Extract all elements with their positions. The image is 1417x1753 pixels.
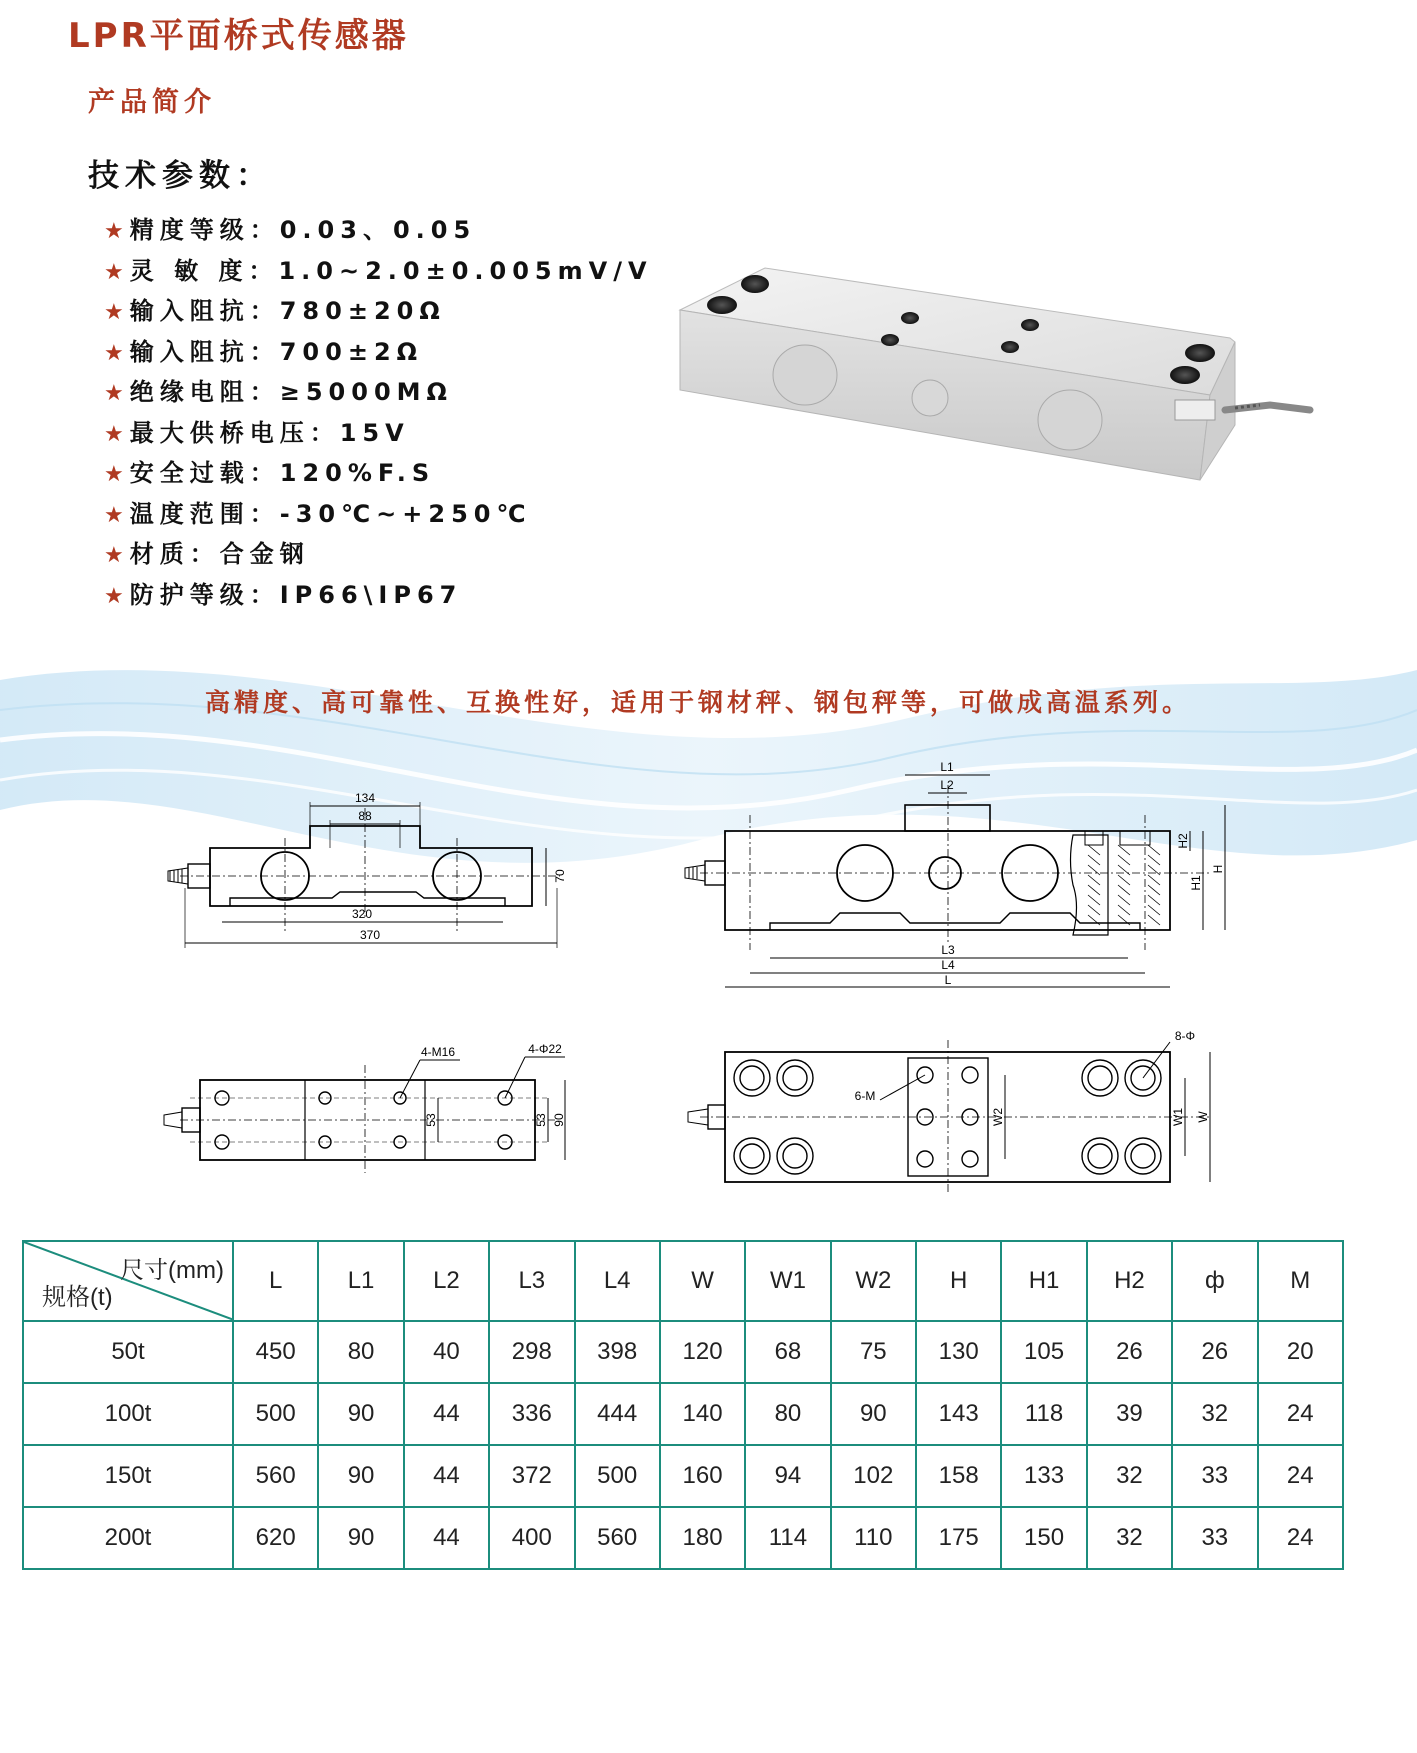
spec-item: ★ 防护等级：IP66\IP67 bbox=[104, 580, 463, 609]
column-header: L3 bbox=[489, 1241, 574, 1321]
table-cell: 68 bbox=[745, 1321, 830, 1383]
star-icon: ★ bbox=[104, 421, 124, 447]
table-cell: 560 bbox=[233, 1445, 318, 1507]
table-cell: 372 bbox=[489, 1445, 574, 1507]
column-header: M bbox=[1258, 1241, 1344, 1321]
row-spec: 50t bbox=[23, 1321, 233, 1383]
table-cell: 44 bbox=[404, 1507, 489, 1569]
spec-item: ★ 绝缘电阻：≥5000MΩ bbox=[104, 378, 453, 406]
table-cell: 158 bbox=[916, 1445, 1001, 1507]
spec-label: 最大供桥电压 bbox=[129, 418, 310, 447]
table-cell: 24 bbox=[1258, 1383, 1344, 1445]
table-cell: 175 bbox=[916, 1507, 1001, 1569]
spec-label: 输入阻抗 bbox=[129, 297, 250, 325]
spec-item: ★ 灵 敏 度：1.0~2.0±0.005mV/V bbox=[104, 256, 653, 285]
dim-H: H bbox=[1211, 864, 1225, 874]
dim-320: 320 bbox=[351, 907, 373, 921]
column-header: H2 bbox=[1087, 1241, 1172, 1321]
table-cell: 140 bbox=[660, 1383, 745, 1445]
table-cell: 90 bbox=[318, 1383, 403, 1445]
dim-90: 90 bbox=[552, 1113, 566, 1127]
top-view-drawing-small bbox=[160, 1035, 590, 1175]
table-cell: 24 bbox=[1258, 1445, 1344, 1507]
column-header: W1 bbox=[745, 1241, 830, 1321]
row-spec: 200t bbox=[23, 1507, 233, 1569]
table-cell: 102 bbox=[831, 1445, 916, 1507]
table-cell: 400 bbox=[489, 1507, 574, 1569]
table-cell: 110 bbox=[831, 1507, 916, 1569]
dim-W: W bbox=[1196, 1111, 1210, 1123]
table-cell: 90 bbox=[318, 1445, 403, 1507]
front-view-drawing-small bbox=[160, 788, 580, 968]
table-cell: 143 bbox=[916, 1383, 1001, 1445]
table-cell: 44 bbox=[404, 1445, 489, 1507]
dim-L: L bbox=[944, 973, 952, 987]
dim-134: 134 bbox=[354, 791, 376, 805]
table-cell: 90 bbox=[318, 1507, 403, 1569]
load-cell-product-image bbox=[670, 250, 1320, 500]
table-cell: 94 bbox=[745, 1445, 830, 1507]
dim-L1: L1 bbox=[940, 760, 954, 774]
column-header: H1 bbox=[1001, 1241, 1086, 1321]
spec-value: 780±20Ω bbox=[279, 297, 446, 325]
table-cell: 444 bbox=[575, 1383, 660, 1445]
dim-88: 88 bbox=[358, 809, 372, 823]
dim-W1: W1 bbox=[1171, 1108, 1185, 1126]
table-row bbox=[23, 1321, 1343, 1383]
spec-value: 1.0~2.0±0.005mV/V bbox=[278, 256, 653, 285]
spec-value: 700±2Ω bbox=[279, 337, 424, 366]
spec-item: ★ 材质：合金钢 bbox=[104, 540, 310, 568]
table-cell: 26 bbox=[1172, 1321, 1257, 1383]
table-cell: 114 bbox=[745, 1507, 830, 1569]
table-row bbox=[23, 1507, 1343, 1569]
column-header: W2 bbox=[831, 1241, 916, 1321]
table-cell: 133 bbox=[1001, 1445, 1086, 1507]
table-cell: 500 bbox=[575, 1445, 660, 1507]
column-header: L2 bbox=[404, 1241, 489, 1321]
label-6-M: 6-M bbox=[854, 1089, 876, 1103]
page-title: LPR平面桥式传感器 bbox=[68, 16, 409, 56]
table-corner-cell bbox=[23, 1241, 233, 1321]
spec-heading: 技术参数： bbox=[88, 158, 273, 194]
spec-item: ★ 输入阻抗：780±20Ω bbox=[104, 297, 446, 325]
feature-highlight: 高精度、高可靠性、互换性好，适用于钢材秤、钢包秤等，可做成高温系列。 bbox=[205, 688, 1192, 717]
table-cell: 40 bbox=[404, 1321, 489, 1383]
spec-label: 防护等级 bbox=[129, 580, 250, 609]
corner-label-dimension: 尺寸(mm) bbox=[120, 1257, 224, 1284]
spec-value: 120%F.S bbox=[279, 459, 436, 487]
spec-list bbox=[104, 210, 653, 615]
corner-label-spec: 规格(t) bbox=[42, 1284, 113, 1311]
table-header-row bbox=[23, 1241, 1343, 1321]
table-cell: 24 bbox=[1258, 1507, 1344, 1569]
spec-value: IP66\IP67 bbox=[279, 580, 463, 609]
spec-value: 0.03、0.05 bbox=[279, 216, 477, 244]
spec-label: 温度范围 bbox=[129, 499, 250, 528]
table-cell: 336 bbox=[489, 1383, 574, 1445]
table-cell: 20 bbox=[1258, 1321, 1344, 1383]
row-spec: 100t bbox=[23, 1383, 233, 1445]
column-header: ф bbox=[1172, 1241, 1257, 1321]
table-cell: 620 bbox=[233, 1507, 318, 1569]
spec-value: 15V bbox=[339, 418, 410, 447]
top-view-drawing-large bbox=[680, 1030, 1240, 1200]
star-icon: ★ bbox=[104, 543, 124, 568]
front-view-drawing-large bbox=[680, 755, 1240, 995]
dim-L4: L4 bbox=[941, 958, 955, 972]
dim-H1: H1 bbox=[1189, 875, 1203, 891]
dim-70: 70 bbox=[553, 869, 567, 883]
table-cell: 105 bbox=[1001, 1321, 1086, 1383]
spec-value: 合金钢 bbox=[219, 540, 310, 568]
spec-label: 精度等级 bbox=[129, 216, 250, 244]
spec-label: 绝缘电阻 bbox=[129, 378, 250, 406]
table-cell: 80 bbox=[745, 1383, 830, 1445]
star-icon: ★ bbox=[104, 502, 124, 528]
table-cell: 33 bbox=[1172, 1507, 1257, 1569]
table-cell: 44 bbox=[404, 1383, 489, 1445]
table-cell: 26 bbox=[1087, 1321, 1172, 1383]
label-4-Φ22: 4-Φ22 bbox=[528, 1042, 562, 1056]
table-cell: 398 bbox=[575, 1321, 660, 1383]
column-header: W bbox=[660, 1241, 745, 1321]
table-cell: 32 bbox=[1172, 1383, 1257, 1445]
table-cell: 560 bbox=[575, 1507, 660, 1569]
dim-L2: L2 bbox=[940, 778, 954, 792]
dim-W2: W2 bbox=[991, 1108, 1005, 1126]
column-header: L4 bbox=[575, 1241, 660, 1321]
table-cell: 118 bbox=[1001, 1383, 1086, 1445]
spec-item: ★ 安全过载：120%F.S bbox=[104, 459, 436, 487]
spec-item: ★ 温度范围：-30℃~+250℃ bbox=[104, 499, 532, 528]
table-cell: 33 bbox=[1172, 1445, 1257, 1507]
table-cell: 180 bbox=[660, 1507, 745, 1569]
table-cell: 120 bbox=[660, 1321, 745, 1383]
star-icon: ★ bbox=[104, 340, 124, 366]
spec-value: -30℃~+250℃ bbox=[279, 499, 532, 528]
table-row bbox=[23, 1445, 1343, 1507]
spec-value: ≥5000MΩ bbox=[279, 378, 453, 406]
spec-label: 材质 bbox=[129, 540, 190, 568]
table-cell: 39 bbox=[1087, 1383, 1172, 1445]
table-cell: 32 bbox=[1087, 1507, 1172, 1569]
star-icon: ★ bbox=[104, 219, 124, 244]
table-cell: 32 bbox=[1087, 1445, 1172, 1507]
star-icon: ★ bbox=[104, 462, 124, 487]
table-row bbox=[23, 1383, 1343, 1445]
table-cell: 500 bbox=[233, 1383, 318, 1445]
label-8-Φ: 8-Φ bbox=[1174, 1030, 1196, 1043]
star-icon: ★ bbox=[104, 259, 124, 285]
star-icon: ★ bbox=[104, 583, 124, 609]
spec-label: 灵 敏 度 bbox=[129, 256, 249, 285]
dim-L3: L3 bbox=[941, 943, 955, 957]
spec-item: ★ 精度等级：0.03、0.05 bbox=[104, 216, 477, 244]
dimension-table bbox=[22, 1240, 1344, 1570]
dim-53-b: 53 bbox=[534, 1113, 548, 1127]
product-intro-heading: 产品简介 bbox=[88, 87, 216, 118]
table-cell: 450 bbox=[233, 1321, 318, 1383]
dim-H2: H2 bbox=[1176, 833, 1190, 849]
table-cell: 130 bbox=[916, 1321, 1001, 1383]
star-icon: ★ bbox=[104, 300, 124, 325]
column-header: H bbox=[916, 1241, 1001, 1321]
dim-53-a: 53 bbox=[424, 1113, 438, 1127]
table-cell: 80 bbox=[318, 1321, 403, 1383]
table-cell: 150 bbox=[1001, 1507, 1086, 1569]
table-cell: 160 bbox=[660, 1445, 745, 1507]
column-header: L1 bbox=[318, 1241, 403, 1321]
dim-370: 370 bbox=[359, 928, 381, 942]
table-cell: 75 bbox=[831, 1321, 916, 1383]
spec-item: ★ 输入阻抗：700±2Ω bbox=[104, 337, 424, 366]
table-cell: 90 bbox=[831, 1383, 916, 1445]
row-spec: 150t bbox=[23, 1445, 233, 1507]
column-header: L bbox=[233, 1241, 318, 1321]
spec-label: 安全过载 bbox=[129, 459, 250, 487]
label-4-M16: 4-M16 bbox=[420, 1045, 456, 1059]
spec-label: 输入阻抗 bbox=[129, 337, 250, 366]
star-icon: ★ bbox=[104, 381, 124, 406]
table-cell: 298 bbox=[489, 1321, 574, 1383]
spec-item: ★ 最大供桥电压：15V bbox=[104, 418, 410, 447]
